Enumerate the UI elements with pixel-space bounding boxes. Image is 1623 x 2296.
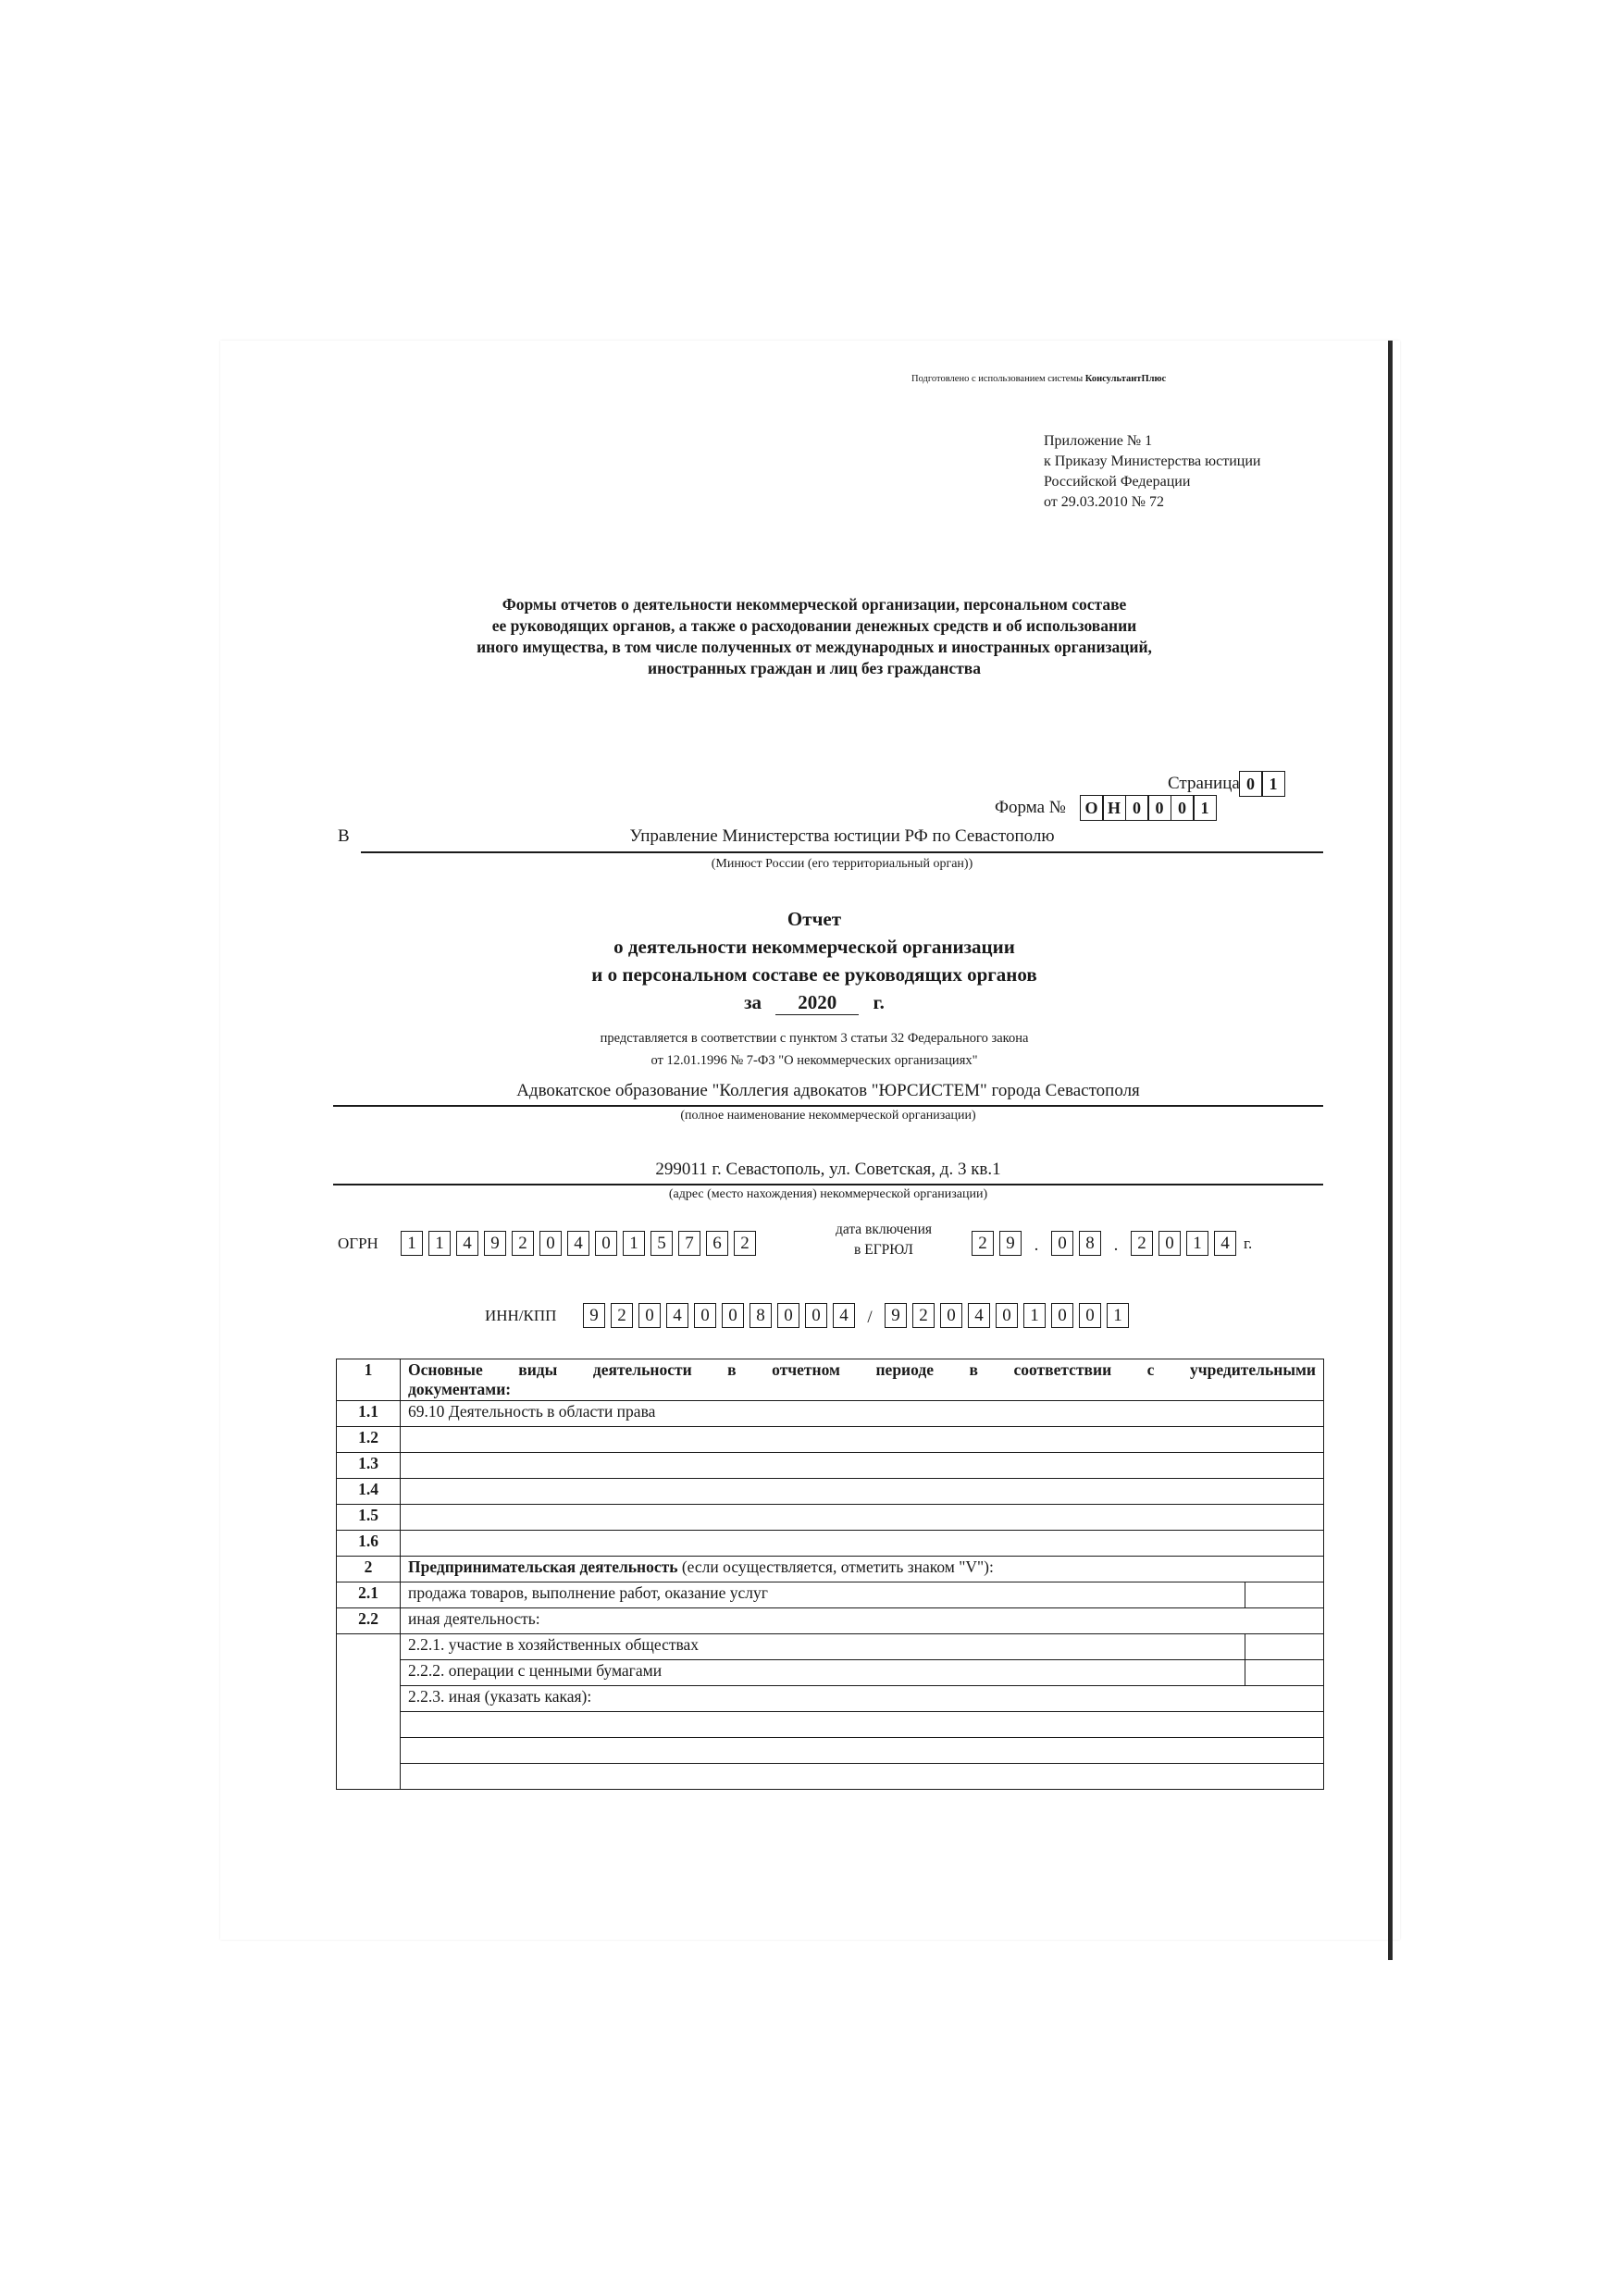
section-2-title — [401, 1557, 1324, 1582]
ogrn-digit: 2 — [734, 1231, 756, 1256]
organization-address-underline — [333, 1184, 1323, 1185]
inn-digit: 0 — [777, 1303, 799, 1328]
report-year-row — [352, 991, 1277, 1015]
table-row — [337, 1686, 1324, 1712]
registration-date-cells — [972, 1231, 1242, 1256]
recipient-prefix: В — [338, 826, 350, 846]
forms-title — [352, 594, 1277, 679]
row-text: 69.10 Деятельность в области права — [401, 1401, 1324, 1427]
inn-digit: 2 — [611, 1303, 633, 1328]
registration-date-label-line: дата включения — [835, 1222, 933, 1237]
year-prefix: за — [744, 991, 762, 1013]
inn-kpp-separator: / — [867, 1308, 873, 1327]
report-year: 2020 — [775, 991, 859, 1015]
ogrn-digit: 0 — [595, 1231, 617, 1256]
form-char: 0 — [1171, 795, 1195, 821]
form-number-cells — [1081, 795, 1217, 821]
kpp-digit: 9 — [885, 1303, 907, 1328]
report-title-line: и о персональном составе ее руководящих органов — [591, 963, 1037, 986]
section-2-title-bold: Предпринимательская деятельность — [408, 1558, 678, 1576]
inn-digit: 0 — [638, 1303, 661, 1328]
table-row — [337, 1738, 1324, 1764]
registration-date-label — [814, 1220, 953, 1260]
ogrn-digit: 1 — [428, 1231, 451, 1256]
form-number-label: Форма № — [995, 798, 1066, 817]
row-text — [401, 1479, 1324, 1505]
table-row — [337, 1712, 1324, 1738]
table-row — [337, 1401, 1324, 1427]
ogrn-cells — [401, 1231, 762, 1256]
row-number: 1.1 — [337, 1401, 401, 1427]
row-text: 2.2.3. иная (указать какая): — [401, 1686, 1324, 1712]
form-char: О — [1080, 795, 1104, 821]
organization-name-caption: (полное наименование некоммерческой организации) — [680, 1109, 976, 1123]
checkbox-cell[interactable] — [1245, 1660, 1324, 1686]
table-row — [337, 1582, 1324, 1608]
report-title-line: Отчет — [787, 908, 842, 930]
kpp-digit: 0 — [1079, 1303, 1101, 1328]
inn-digit: 0 — [694, 1303, 716, 1328]
inn-digit: 0 — [722, 1303, 744, 1328]
report-title-line: о деятельности некоммерческой организации — [613, 936, 1015, 958]
form-char: 0 — [1125, 795, 1149, 821]
checkbox-cell[interactable] — [1245, 1582, 1324, 1608]
organization-name: Адвокатское образование "Коллегия адвокатов "ЮРСИСТЕМ" города Севастополя — [516, 1081, 1140, 1100]
ogrn-digit: 0 — [539, 1231, 562, 1256]
year-suffix: г. — [873, 991, 885, 1013]
row-number: 1.6 — [337, 1531, 401, 1557]
row-number: 1.3 — [337, 1453, 401, 1479]
activities-table — [336, 1359, 1324, 1790]
section-1-title-line: Основные виды деятельности в отчетном периоде в соответствии с учредительными — [408, 1360, 1316, 1379]
row-number: 2 — [337, 1557, 401, 1582]
table-row — [337, 1557, 1324, 1582]
table-row — [337, 1764, 1324, 1790]
row-number: 1.4 — [337, 1479, 401, 1505]
recipient-value: Управление Министерства юстиции РФ по Севастополю — [629, 826, 1055, 846]
inn-digit: 8 — [750, 1303, 772, 1328]
forms-title-line: ее руководящих органов, а также о расходовании денежных средств и об использовании — [491, 616, 1137, 635]
ogrn-digit: 4 — [567, 1231, 589, 1256]
page-digit: 0 — [1239, 771, 1263, 797]
date-year-digit: 0 — [1158, 1231, 1181, 1256]
kpp-digit: 2 — [912, 1303, 935, 1328]
row-text — [401, 1505, 1324, 1531]
date-day-digit: 9 — [999, 1231, 1022, 1256]
appendix-line: к Приказу Министерства юстиции — [1044, 453, 1261, 469]
ogrn-digit: 5 — [650, 1231, 673, 1256]
ogrn-digit: 1 — [623, 1231, 645, 1256]
inn-digit: 4 — [833, 1303, 855, 1328]
table-row — [337, 1479, 1324, 1505]
inn-digit: 0 — [805, 1303, 827, 1328]
appendix-line: Приложение № 1 — [1044, 433, 1153, 449]
kpp-digit: 1 — [1023, 1303, 1046, 1328]
legal-basis-line: представляется в соответствии с пунктом 3 статьи 32 Федерального закона — [600, 1031, 1029, 1046]
kpp-digit: 0 — [1051, 1303, 1073, 1328]
form-char: Н — [1102, 795, 1126, 821]
organization-address: 299011 г. Севастополь, ул. Советская, д. 3 кв.1 — [655, 1160, 1001, 1179]
kpp-digit: 1 — [1107, 1303, 1129, 1328]
ogrn-digit: 7 — [678, 1231, 700, 1256]
date-month-digit: 0 — [1051, 1231, 1073, 1256]
prepared-note — [911, 374, 1166, 384]
appendix-line: Российской Федерации — [1044, 474, 1191, 490]
row-number: 2.2 — [337, 1608, 401, 1634]
row-number: 1 — [337, 1359, 401, 1401]
table-row — [337, 1660, 1324, 1686]
forms-title-line: иного имущества, в том числе полученных от международных и иностранных организаций, — [477, 638, 1152, 656]
row-number: 2.1 — [337, 1582, 401, 1608]
row-text: 2.2.2. операции с ценными бумагами — [401, 1660, 1245, 1686]
section-1-title — [401, 1359, 1324, 1401]
appendix-block — [1044, 431, 1260, 513]
row-number-empty — [337, 1634, 401, 1790]
legal-basis — [352, 1027, 1277, 1072]
inn-kpp-label: ИНН/КПП — [485, 1307, 557, 1324]
row-number: 1.5 — [337, 1505, 401, 1531]
organization-address-caption: (адрес (место нахождения) некоммерческой организации) — [668, 1187, 988, 1201]
inn-kpp-cells — [583, 1303, 1134, 1328]
ogrn-digit: 1 — [401, 1231, 423, 1256]
ogrn-digit: 6 — [706, 1231, 728, 1256]
table-row — [337, 1505, 1324, 1531]
registration-date-label-line: в ЕГРЮЛ — [854, 1242, 913, 1258]
date-separator: . — [1034, 1235, 1039, 1255]
row-text: 2.2.1. участие в хозяйственных обществах — [401, 1634, 1245, 1660]
sheet-edge-shadow — [1388, 341, 1393, 1960]
date-year-digit: 2 — [1131, 1231, 1153, 1256]
table-row — [337, 1531, 1324, 1557]
recipient-caption: (Минюст России (его территориальный орган)) — [711, 857, 973, 871]
table-row — [337, 1359, 1324, 1401]
ogrn-digit: 9 — [484, 1231, 506, 1256]
forms-title-line: иностранных граждан и лиц без гражданства — [648, 659, 981, 677]
row-text: продажа товаров, выполнение работ, оказание услуг — [401, 1582, 1245, 1608]
row-text — [401, 1453, 1324, 1479]
row-text — [401, 1427, 1324, 1453]
section-1-title-line: документами: — [408, 1380, 512, 1398]
appendix-line: от 29.03.2010 № 72 — [1044, 494, 1165, 510]
page-number-cells — [1240, 771, 1285, 797]
date-year-digit: 1 — [1186, 1231, 1208, 1256]
table-row — [337, 1608, 1324, 1634]
row-number: 1.2 — [337, 1427, 401, 1453]
report-title — [352, 905, 1277, 988]
kpp-digit: 4 — [968, 1303, 990, 1328]
kpp-digit: 0 — [996, 1303, 1018, 1328]
row-text: иная деятельность: — [401, 1608, 1324, 1634]
date-day-digit: 2 — [972, 1231, 994, 1256]
legal-basis-line: от 12.01.1996 № 7-ФЗ "О некоммерческих организациях" — [650, 1053, 978, 1068]
prepared-brand: КонсультантПлюс — [1084, 374, 1167, 384]
date-year-digit: 4 — [1214, 1231, 1236, 1256]
inn-digit: 4 — [666, 1303, 688, 1328]
date-suffix: г. — [1244, 1235, 1253, 1252]
form-char: 1 — [1193, 795, 1217, 821]
ogrn-digit: 2 — [512, 1231, 534, 1256]
page-digit: 1 — [1261, 771, 1285, 797]
forms-title-line: Формы отчетов о деятельности некоммерческой организации, персональном составе — [502, 595, 1127, 614]
table-row — [337, 1634, 1324, 1660]
checkbox-cell[interactable] — [1245, 1634, 1324, 1660]
kpp-digit: 0 — [940, 1303, 962, 1328]
blank-line[interactable] — [401, 1738, 1324, 1764]
blank-line[interactable] — [401, 1712, 1324, 1738]
prepared-prefix: Подготовлено с использованием системы — [911, 374, 1085, 384]
inn-digit: 9 — [583, 1303, 605, 1328]
page-label: Страница — [1168, 774, 1240, 793]
form-char: 0 — [1147, 795, 1171, 821]
ogrn-label: ОГРН — [338, 1235, 378, 1252]
ogrn-digit: 4 — [456, 1231, 478, 1256]
table-row — [337, 1427, 1324, 1453]
section-2-note: (если осуществляется, отметить знаком "V"): — [677, 1558, 994, 1576]
date-separator: . — [1113, 1235, 1119, 1255]
date-month-digit: 8 — [1079, 1231, 1101, 1256]
table-row — [337, 1453, 1324, 1479]
recipient-underline — [361, 851, 1323, 853]
row-text — [401, 1531, 1324, 1557]
blank-line[interactable] — [401, 1764, 1324, 1790]
organization-name-underline — [333, 1105, 1323, 1107]
